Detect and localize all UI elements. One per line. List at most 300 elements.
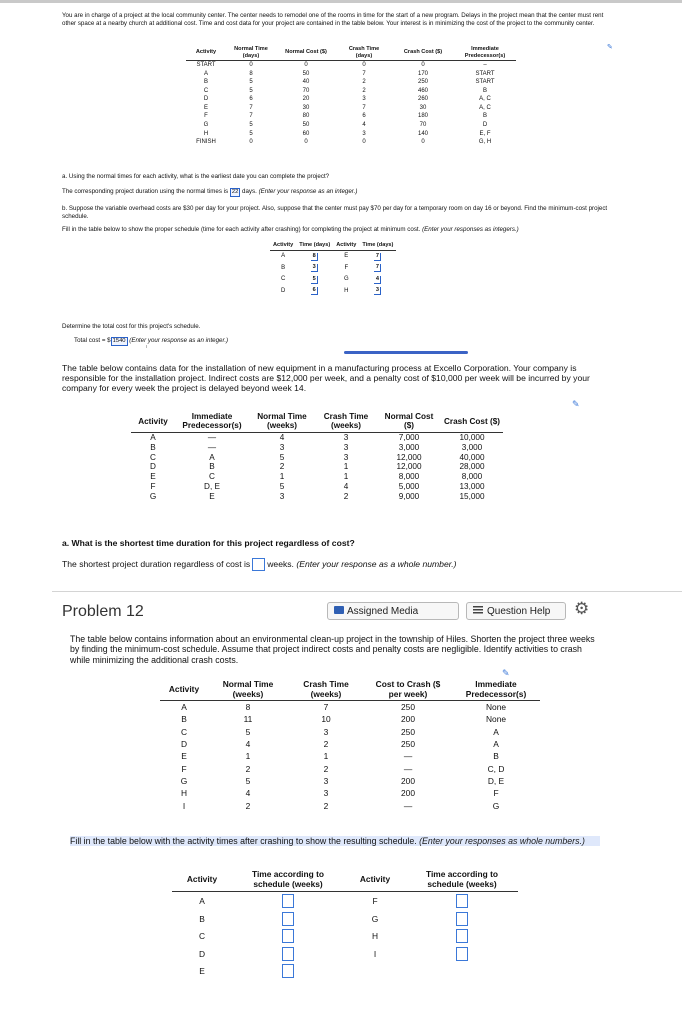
table-cell: C: [150, 452, 156, 462]
table-header: Crash Cost ($): [444, 416, 500, 426]
table-cell: D: [280, 287, 286, 294]
section1-intro: You are in charge of a project at the local community center. The center needs to remodel one of the rooms in time for the start of a new program. Delays in the project mean that the center must rent other space at a nearby church at additional cost. Time and cost data for your project are contained in the table below. Your interest is in minimizing the cost of the project to the community center.: [62, 12, 604, 28]
schedule-activity: A: [199, 895, 205, 906]
table-cell: 2: [245, 763, 251, 774]
table-cell: 200: [401, 788, 415, 799]
table-header: Normal Time (weeks): [257, 412, 307, 431]
table-cell: 2: [343, 491, 349, 501]
table-cell: 3: [323, 726, 329, 737]
table-header: Immediate Predecessor(s): [464, 46, 506, 59]
table-cell: 40: [302, 79, 310, 86]
answer-suffix: weeks.: [267, 558, 294, 569]
schedule-activity: E: [199, 966, 205, 977]
table-cell: 0: [249, 62, 253, 69]
table-cell: —: [403, 800, 413, 811]
problem12-fill-instruction: [70, 836, 600, 846]
table-cell: —: [403, 751, 413, 762]
table-cell: F: [493, 788, 499, 799]
table-cell: –: [483, 62, 487, 69]
table-row: [131, 432, 503, 442]
table-cell: START: [475, 70, 495, 77]
table-cell: 1: [343, 472, 349, 482]
table-cell: F: [181, 763, 187, 774]
total-cost-answer-box[interactable]: 1540: [112, 338, 126, 344]
assigned-media-label: Assigned Media: [347, 606, 419, 617]
table-cell: D: [180, 739, 188, 750]
table-cell: 260: [417, 96, 428, 103]
table-cell: 10,000: [459, 432, 485, 442]
schedule-activity: D: [198, 948, 206, 959]
table-cell: 0: [304, 62, 308, 69]
table-cell: 5: [249, 122, 253, 129]
table-cell: E, F: [479, 130, 491, 137]
table-cell: 12,000: [396, 452, 422, 462]
table-row: [131, 492, 503, 502]
divider-tick: [146, 345, 147, 348]
table-row: [160, 750, 540, 762]
total-cost-prefix: Total cost = $: [74, 337, 111, 344]
table-cell: [344, 963, 406, 981]
section1-question-b: b. Suppose the variable overhead costs are $30 per day for your project. Also, suppose that the center must pay $70 per day for a temporary room on day 16 or beyond. Find the minimum-cost project schedule.: [62, 205, 608, 221]
table-row: [172, 910, 518, 928]
problem12-intro: The table below contains information about an environmental clean-up project in the township of Hiles. Shorten the project three weeks by finding the minimum-cost schedule. Assume that project indirect costs and penalty costs are negligible. Identify activities to crash while minimizing the additional crash costs.: [70, 634, 595, 665]
table-cell: C: [203, 87, 209, 94]
schedule-time-input[interactable]: 3: [374, 287, 381, 295]
table-header: Normal Cost ($): [285, 49, 327, 56]
table-header: Activity: [195, 49, 217, 56]
table-row: [160, 713, 540, 725]
table-cell: 200: [401, 714, 415, 725]
table-cell: 2: [323, 800, 329, 811]
table-cell: 0: [421, 62, 425, 69]
table-cell: [359, 250, 396, 262]
table-row: [160, 738, 540, 750]
table-cell: 5: [245, 775, 251, 786]
table-header: Crash Cost ($): [403, 49, 443, 56]
table-cell: 6: [249, 96, 253, 103]
table-cell: [232, 927, 344, 945]
problem-section-2: [62, 363, 622, 569]
table-cell: 2: [362, 87, 366, 94]
schedule-activity: F: [372, 895, 378, 906]
table-cell: [296, 250, 333, 262]
table-cell: C, D: [487, 763, 505, 774]
table-row: [270, 285, 396, 297]
question-help-button[interactable]: [466, 602, 566, 620]
schedule-activity: H: [371, 931, 379, 942]
table-cell: A: [493, 726, 499, 737]
table-cell: G: [343, 276, 349, 283]
total-cost-hint: (Enter your response as an integer.): [129, 337, 229, 344]
table-cell: 60: [302, 130, 310, 137]
pencil-icon[interactable]: ✎: [607, 44, 613, 51]
table-cell: [406, 910, 518, 928]
section1-question-a: a. Using the normal times for each activity, what is the earliest date you can complete the project?: [62, 173, 330, 180]
table-cell: START: [196, 62, 216, 69]
table-cell: 250: [401, 739, 415, 750]
section1-determine-cost: Determine the total cost for this project's schedule.: [62, 323, 201, 330]
table-cell: D: [482, 122, 488, 129]
table-cell: I: [182, 800, 186, 811]
table-cell: [406, 892, 518, 910]
table-header: Activity: [359, 873, 391, 884]
schedule-time-input[interactable]: [282, 964, 294, 978]
table-row: [131, 453, 503, 463]
table-cell: [359, 274, 396, 286]
table-header: Immediate Predecessor(s): [182, 412, 242, 431]
schedule-time-input[interactable]: [282, 912, 294, 926]
table-cell: 7,000: [398, 432, 420, 442]
table-cell: 3: [279, 491, 285, 501]
table-cell: [232, 910, 344, 928]
table-cell: H: [180, 788, 188, 799]
table-cell: 4: [362, 122, 366, 129]
schedule-activity: C: [198, 931, 206, 942]
table-cell: 3,000: [398, 442, 420, 452]
table-cell: 4: [245, 788, 251, 799]
schedule-time-input[interactable]: 8: [311, 253, 318, 261]
schedule-time-input[interactable]: [456, 894, 468, 908]
table-cell: C: [209, 472, 215, 482]
table-row: [131, 472, 503, 482]
table-header: Crash Time (days): [348, 46, 380, 59]
table-cell: 2: [323, 763, 329, 774]
table-cell: [232, 945, 344, 963]
table-cell: 2: [245, 800, 251, 811]
table-cell: 250: [401, 726, 415, 737]
schedule-time-input[interactable]: [282, 929, 294, 943]
table-header: Time (days): [362, 242, 394, 248]
question-help-label: Question Help: [487, 606, 551, 617]
table-cell: C: [180, 726, 188, 737]
problem-section-1: [62, 12, 622, 344]
section2-data-table: [131, 412, 503, 502]
table-cell: F: [150, 482, 156, 492]
table-cell: D, E: [487, 775, 505, 786]
schedule-time-input[interactable]: 5: [311, 276, 318, 284]
section2-intro: The table below contains data for the installation of new equipment in a manufacturing process at Excello Corporation. Your company is responsible for the installation project. Indirect costs are $12,000 per week, and a penalty cost of $10,000 per week will be incurred by your company for every week the project is delayed beyond week 14.: [62, 363, 590, 394]
table-cell: 8,000: [398, 472, 420, 482]
table-cell: 4: [343, 482, 349, 492]
table-cell: [406, 927, 518, 945]
table-header: Cost to Crash ($ per week): [375, 679, 441, 699]
table-cell: 5: [249, 79, 253, 86]
table-cell: None: [485, 702, 507, 713]
table-cell: E: [209, 491, 215, 501]
table-cell: A: [281, 253, 286, 260]
table-row: [131, 462, 503, 472]
table-row: [172, 963, 518, 981]
table-row: [270, 250, 396, 262]
table-row: [186, 138, 516, 147]
table-cell: B: [181, 714, 187, 725]
table-header: Activity: [273, 242, 294, 248]
table-cell: 0: [304, 139, 308, 146]
table-cell: 4: [245, 739, 251, 750]
table-cell: 15,000: [459, 491, 485, 501]
table-cell: B: [493, 751, 499, 762]
table-cell: 5,000: [398, 482, 420, 492]
table-cell: 3: [362, 130, 366, 137]
list-icon: [473, 606, 483, 614]
table-cell: G: [149, 491, 157, 501]
table-cell: 7: [249, 104, 253, 111]
table-header: Time according to schedule (weeks): [426, 869, 498, 889]
table-row: [172, 945, 518, 963]
table-cell: 200: [401, 775, 415, 786]
table-cell: [359, 285, 396, 297]
table-cell: B: [150, 442, 156, 452]
table-cell: START: [475, 79, 495, 86]
section2-answer-line: [62, 558, 457, 571]
table-cell: 1: [343, 462, 349, 472]
section2-question-a: a. What is the shortest time duration for this project regardless of cost?: [62, 538, 355, 548]
table-cell: A, C: [479, 104, 491, 111]
table-cell: 3: [343, 442, 349, 452]
table-header: Crash Time (weeks): [323, 412, 369, 431]
table-cell: 3: [279, 442, 285, 452]
table-row: [186, 130, 516, 139]
table-cell: 2: [362, 79, 366, 86]
table-cell: B: [281, 264, 286, 271]
schedule-activity: B: [199, 913, 205, 924]
table-cell: 3: [323, 788, 329, 799]
top-bar: [0, 0, 682, 3]
table-cell: 11: [243, 714, 253, 725]
table-row: [186, 112, 516, 121]
table-row: [160, 800, 540, 812]
table-cell: 1: [279, 472, 285, 482]
table-cell: 28,000: [459, 462, 485, 472]
table-cell: B: [209, 462, 215, 472]
schedule-time-input[interactable]: [456, 929, 468, 943]
table-cell: 7: [323, 702, 329, 713]
table-cell: 7: [249, 113, 253, 120]
table-cell: 140: [417, 130, 428, 137]
fill-hint: (Enter your responses as integers.): [422, 226, 519, 233]
table-cell: 3: [343, 452, 349, 462]
table-cell: 9,000: [398, 491, 420, 501]
problem12-data-table: [160, 680, 540, 812]
fill-text: Fill in the table below to show the proper schedule (time for each activity after crashing) for completing the project at minimum cost.: [62, 226, 421, 233]
table-cell: —: [403, 763, 413, 774]
pencil-icon[interactable]: ✎: [572, 399, 580, 409]
table-cell: [406, 945, 518, 963]
fill-hint: (Enter your responses as whole numbers.): [419, 836, 585, 846]
table-row: [131, 482, 503, 492]
table-row: [160, 763, 540, 775]
section1-data-table: [186, 46, 516, 147]
table-header: Normal Time (days): [234, 46, 268, 59]
table-cell: 0: [362, 62, 366, 69]
table-header: Crash Time (weeks): [303, 679, 349, 699]
table-cell: A: [203, 70, 208, 77]
section1-duration-line: [62, 188, 357, 197]
media-icon: [334, 606, 344, 614]
table-cell: 0: [421, 139, 425, 146]
table-header: Time (days): [299, 242, 331, 248]
table-cell: A, C: [479, 96, 491, 103]
schedule-time-input[interactable]: 7: [374, 253, 381, 261]
schedule-time-input[interactable]: [282, 947, 294, 961]
table-row: [186, 61, 516, 70]
table-row: [186, 78, 516, 87]
table-cell: 7: [362, 70, 366, 77]
table-cell: 5: [249, 87, 253, 94]
table-cell: 3: [362, 96, 366, 103]
table-row: [160, 701, 540, 714]
fill-text: Fill in the table below with the activity times after crashing to show the resulting schedule.: [70, 836, 417, 846]
table-cell: E: [150, 472, 156, 482]
table-cell: 6: [362, 113, 366, 120]
table-cell: 170: [417, 70, 428, 77]
table-cell: 1: [323, 751, 329, 762]
table-cell: 12,000: [396, 462, 422, 472]
table-cell: 2: [279, 462, 285, 472]
table-cell: 70: [302, 87, 310, 94]
table-cell: None: [485, 714, 507, 725]
schedule-activity: I: [373, 948, 377, 959]
table-cell: 250: [417, 79, 428, 86]
shortest-duration-input[interactable]: [252, 558, 265, 571]
schedule-time-input[interactable]: [282, 894, 294, 908]
table-cell: D: [203, 96, 209, 103]
table-header: Time according to schedule (weeks): [252, 869, 324, 889]
table-cell: A: [181, 702, 187, 713]
table-header: Immediate Predecessor(s): [465, 679, 527, 699]
table-row: [131, 443, 503, 453]
table-cell: [406, 963, 518, 981]
table-cell: 0: [249, 139, 253, 146]
table-cell: G: [492, 800, 500, 811]
table-cell: D: [150, 462, 156, 472]
table-cell: [232, 963, 344, 981]
problem12-schedule-table: [172, 870, 518, 980]
horizontal-scrollbar[interactable]: [344, 351, 468, 354]
table-row: [160, 726, 540, 738]
table-cell: 30: [419, 104, 427, 111]
table-cell: 40,000: [459, 452, 485, 462]
table-row: [160, 775, 540, 787]
table-cell: B: [482, 87, 487, 94]
table-cell: 20: [302, 96, 310, 103]
table-cell: 50: [302, 70, 310, 77]
table-row: [186, 95, 516, 104]
table-cell: 4: [279, 432, 285, 442]
table-cell: 8: [245, 702, 251, 713]
answer-prefix: The shortest project duration regardless of cost is: [62, 558, 251, 569]
schedule-time-input[interactable]: 6: [311, 287, 318, 295]
table-cell: B: [203, 79, 208, 86]
table-cell: B: [482, 113, 487, 120]
table-cell: 8,000: [461, 472, 483, 482]
gear-icon[interactable]: ⚙: [574, 599, 590, 618]
schedule-activity: G: [371, 913, 379, 924]
table-cell: G, H: [478, 139, 492, 146]
table-row: [160, 787, 540, 799]
section-divider: [52, 591, 682, 592]
table-cell: G: [180, 775, 188, 786]
section1-fill-instruction: [62, 226, 519, 234]
table-row: [172, 927, 518, 945]
table-header: Normal Time (weeks): [222, 679, 274, 699]
table-cell: E: [344, 253, 349, 260]
table-cell: 10: [321, 714, 331, 725]
table-cell: 8: [249, 70, 253, 77]
table-cell: C: [280, 276, 286, 283]
section1-schedule-table: [270, 242, 396, 297]
table-cell: 5: [249, 130, 253, 137]
table-cell: E: [181, 751, 187, 762]
table-cell: FINISH: [196, 139, 216, 146]
assigned-media-button[interactable]: [327, 602, 459, 620]
duration-hint: (Enter your response as an integer.): [258, 188, 358, 195]
table-row: [270, 274, 396, 286]
table-cell: F: [344, 264, 349, 271]
table-header: Activity: [168, 683, 200, 694]
table-cell: —: [207, 442, 217, 452]
table-cell: A: [150, 432, 156, 442]
table-row: [270, 262, 396, 274]
table-cell: 5: [279, 452, 285, 462]
table-cell: 5: [245, 726, 251, 737]
table-cell: 250: [401, 702, 415, 713]
duration-answer-box[interactable]: 22: [231, 189, 239, 195]
table-cell: [296, 262, 333, 274]
table-cell: E: [203, 104, 208, 111]
table-cell: F: [204, 113, 208, 120]
table-row: [172, 892, 518, 910]
schedule-time-input[interactable]: 4: [374, 276, 381, 284]
table-cell: [359, 262, 396, 274]
table-cell: 7: [362, 104, 366, 111]
table-cell: 5: [279, 482, 285, 492]
table-cell: 460: [417, 87, 428, 94]
table-cell: 50: [302, 122, 310, 129]
table-cell: 70: [419, 122, 427, 129]
table-cell: H: [344, 287, 349, 294]
table-header: Activity: [186, 873, 218, 884]
duration-suffix: days.: [242, 188, 257, 195]
pencil-icon[interactable]: ✎: [502, 668, 510, 678]
table-header: Normal Cost ($): [384, 412, 434, 431]
duration-prefix: The corresponding project duration using the normal times is: [62, 188, 229, 195]
problem-title: Problem 12: [62, 603, 144, 620]
table-cell: A: [493, 739, 499, 750]
schedule-time-input[interactable]: [456, 947, 468, 961]
table-cell: [296, 285, 333, 297]
table-cell: G: [203, 122, 209, 129]
answer-hint: (Enter your response as a whole number.): [296, 558, 457, 569]
schedule-time-input[interactable]: 7: [374, 264, 381, 272]
table-cell: 30: [302, 104, 310, 111]
table-row: [186, 104, 516, 113]
table-cell: —: [207, 432, 217, 442]
schedule-time-input[interactable]: 3: [311, 264, 318, 272]
schedule-time-input[interactable]: [456, 912, 468, 926]
table-cell: 3,000: [461, 442, 483, 452]
table-cell: 3: [343, 432, 349, 442]
table-row: [186, 70, 516, 79]
table-cell: 80: [302, 113, 310, 120]
table-cell: 3: [323, 775, 329, 786]
table-cell: 13,000: [459, 482, 485, 492]
table-cell: 0: [362, 139, 366, 146]
table-row: [186, 121, 516, 130]
table-cell: 1: [245, 751, 251, 762]
table-cell: 180: [417, 113, 428, 120]
table-cell: [232, 892, 344, 910]
